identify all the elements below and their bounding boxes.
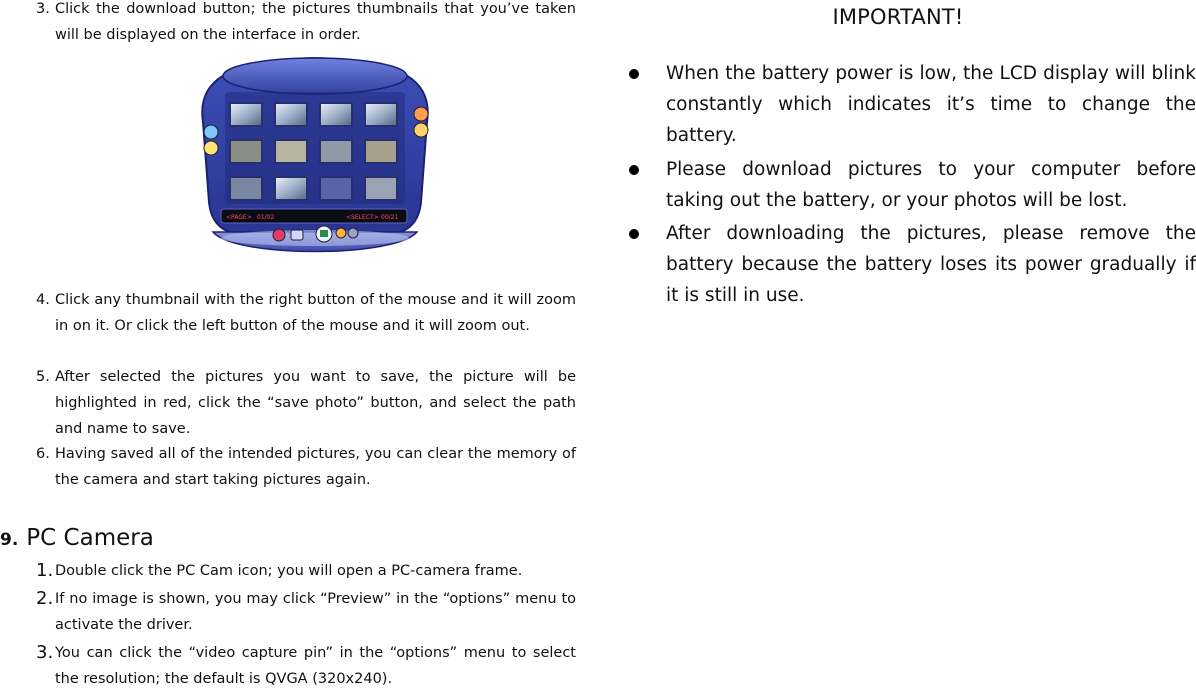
bullet-dot-icon (629, 229, 639, 239)
step-number: 3. (36, 642, 54, 663)
important-bullet-download-first (600, 154, 1196, 216)
step-number: 3. (36, 1, 50, 17)
step-number: 4. (36, 292, 50, 308)
step-text: Having saved all of the intended pictures, you can clear the memory of the camera and start taking pictures again. (55, 446, 576, 488)
bullet-dot-icon (629, 69, 639, 79)
left-nav-icon[interactable] (204, 125, 218, 139)
step-text: Double click the PC Cam icon; you will open a PC-camera frame. (55, 563, 523, 579)
important-heading: IMPORTANT! (832, 5, 964, 29)
exit-icon[interactable] (348, 228, 358, 238)
select-label: <SELECT> (346, 214, 379, 221)
left-tool-icon[interactable] (204, 141, 218, 155)
step-number: 2. (36, 588, 54, 609)
download-step-5 (36, 364, 576, 442)
step-number: 6. (36, 446, 50, 462)
camera-software-interface-image (195, 52, 435, 260)
select-value: 00/21 (381, 214, 399, 221)
right-column (600, 0, 1196, 685)
bullet-text: Please download pictures to your computer before taking out the battery, or your photos will be lost. (666, 159, 1196, 211)
download-step-4 (36, 287, 576, 339)
step-text: Click the download button; the pictures thumbnails that you’ve taken will be displayed on the interface in order. (55, 1, 576, 43)
important-bullet-remove-battery (600, 218, 1196, 311)
delete-button-icon[interactable] (273, 229, 285, 241)
page-label: <PAGE> (226, 214, 252, 221)
download-button-icon[interactable] (291, 230, 303, 240)
step-number: 1. (36, 560, 54, 581)
right-star-icon[interactable] (414, 123, 428, 137)
bullet-text: When the battery power is low, the LCD display will blink constantly which indicates it’s time to change the battery. (666, 63, 1196, 146)
bullet-dot-icon (629, 165, 639, 175)
settings-icon[interactable] (336, 228, 346, 238)
step-text: If no image is shown, you may click “Preview” in the “options” menu to activate the driver. (55, 591, 576, 633)
step-text: Click any thumbnail with the right button of the mouse and it will zoom in on it. Or click the left button of the mouse and it will zoom out. (55, 292, 576, 334)
section-heading-pc-camera (0, 522, 154, 556)
bullet-text: After downloading the pictures, please remove the battery because the battery loses its power gradually if it is still in use. (666, 223, 1196, 306)
important-bullet-battery-low (600, 58, 1196, 151)
section-title: PC Camera (26, 525, 154, 551)
right-tool-icon[interactable] (414, 107, 428, 121)
download-step-6 (36, 441, 576, 493)
download-step-3 (36, 0, 576, 48)
pc-step-1 (36, 558, 576, 584)
step-number: 5. (36, 369, 50, 385)
pc-step-2 (36, 586, 576, 638)
left-column (0, 0, 600, 685)
step-text: You can click the “video capture pin” in the “options” menu to select the resolution; the default is QVGA (320x240). (55, 645, 576, 687)
page-value: 01/02 (257, 214, 275, 221)
step-text: After selected the pictures you want to save, the picture will be highlighted in red, click the “save photo” button, and select the path and name to save. (55, 369, 576, 437)
section-number: 9. (0, 530, 19, 550)
pc-step-3 (36, 640, 576, 692)
